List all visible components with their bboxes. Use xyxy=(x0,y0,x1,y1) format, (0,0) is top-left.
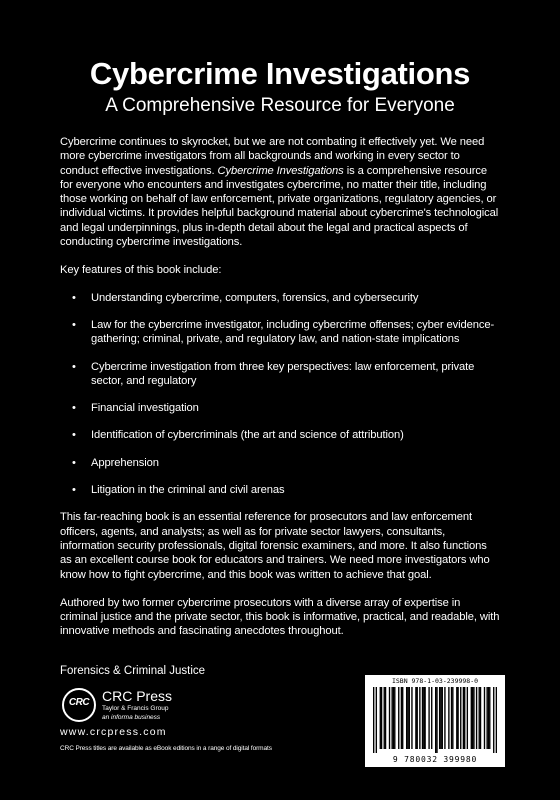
subject-category: Forensics & Criminal Justice xyxy=(60,665,206,677)
barcode-icon xyxy=(373,687,497,753)
barcode-bar xyxy=(486,687,487,749)
intro-part2: is a comprehensive resource for everyone who encounters and investigates cybercrime, no matter their title, including those working on behalf of law enforcement, private organizations, regulatory agencies, or individual victims. It provides helpful background material about cybercrime's technological and legal underpinnings, plus in-depth detail about the legal and practical aspects of conducting cybercrime investigations. xyxy=(60,164,499,249)
list-item xyxy=(60,318,500,347)
ebook-note: CRC Press titles are available as eBook editions in a range of digital formats xyxy=(60,745,272,752)
list-item xyxy=(60,360,500,389)
authors-paragraph: Authored by two former cybercrime prosecutors with a diverse array of expertise in criminal justice and the private sector, this book is informative, practical, and readable, with innovative methods and fascinating anecdotes throughout. xyxy=(60,596,500,638)
list-item xyxy=(60,291,500,305)
barcode-bar xyxy=(428,687,429,749)
publisher-business: an informa business xyxy=(102,714,161,721)
barcode-bar xyxy=(417,687,418,749)
barcode-bar xyxy=(415,687,416,749)
bullet-icon: • xyxy=(72,456,76,469)
intro-title-italic: Cybercrime Investigations xyxy=(217,164,344,177)
feature-text: Litigation in the criminal and civil arenas xyxy=(91,484,285,497)
bullet-icon: • xyxy=(72,360,76,373)
barcode-bar xyxy=(423,687,424,749)
barcode-bar xyxy=(376,687,377,753)
barcode-bar xyxy=(444,687,445,749)
barcode-bar xyxy=(393,687,394,749)
publisher-group: Taylor & Francis Group xyxy=(102,705,169,712)
bullet-icon: • xyxy=(72,429,76,442)
intro-paragraph xyxy=(60,135,500,249)
blurb xyxy=(60,135,500,639)
barcode-bar xyxy=(389,687,390,749)
book-title: Cybercrime Investigations xyxy=(89,56,471,91)
publisher-name: CRC Press xyxy=(102,688,173,704)
logo-mark: CRC xyxy=(68,697,90,708)
barcode-bar xyxy=(419,687,420,749)
barcode-bar xyxy=(479,687,480,749)
bullet-icon: • xyxy=(72,291,76,304)
barcode-bar xyxy=(463,687,464,749)
barcode-bar xyxy=(409,687,410,749)
barcode-bar xyxy=(384,687,385,749)
feature-text: Law for the cybercrime investigator, including cybercrime offenses; cyber evidence-gathering; criminal, private, and regulatory law, and nation-state implications xyxy=(91,318,495,346)
barcode-bar xyxy=(448,687,449,749)
feature-text: Financial investigation xyxy=(91,402,199,415)
barcode-bar xyxy=(385,687,386,749)
barcode-digits: 9 780032 399980 xyxy=(392,755,478,764)
barcode-bar xyxy=(394,687,395,749)
barcode-bar xyxy=(472,687,473,749)
barcode-bar xyxy=(452,687,453,749)
feature-text: Identification of cybercriminals (the art and science of attribution) xyxy=(91,429,404,442)
barcode-bar xyxy=(480,687,481,749)
barcode-bar xyxy=(406,687,407,749)
barcode-bar xyxy=(401,687,402,749)
barcode-bar xyxy=(442,687,443,749)
list-item xyxy=(60,428,500,442)
book-subtitle: A Comprehensive Resource for Everyone xyxy=(105,95,455,116)
barcode-bar xyxy=(373,687,374,753)
barcode-bar xyxy=(380,687,381,749)
intro-part1: Cybercrime continues to skyrocket, but we are not combating it effectively yet. We need more cybercrime investigators from all backgrounds and working in every sector to conduct effective investigations. xyxy=(60,136,485,177)
bullet-icon: • xyxy=(72,402,76,415)
barcode-bar xyxy=(435,687,436,753)
barcode-bar xyxy=(439,687,440,749)
barcode-bar xyxy=(402,687,403,749)
isbn-barcode-box xyxy=(365,675,505,767)
barcode-bar xyxy=(411,687,412,749)
list-item xyxy=(60,401,500,415)
list-item xyxy=(60,483,500,497)
features-heading: Key features of this book include: xyxy=(60,264,222,277)
barcode-bar xyxy=(424,687,425,749)
feature-text: Understanding cybercrime, computers, forensics, and cybersecurity xyxy=(91,291,419,304)
barcode-bar xyxy=(464,687,465,749)
barcode-bar xyxy=(493,687,494,753)
barcode-bar xyxy=(473,687,474,749)
feature-text: Apprehension xyxy=(91,456,159,469)
barcode-bar xyxy=(467,687,468,749)
barcode-bar xyxy=(457,687,458,749)
barcode-bar xyxy=(440,687,441,749)
barcode-bar xyxy=(436,687,437,753)
feature-text: Cybercrime investigation from three key perspectives: law enforcement, private sector, and regulatory xyxy=(91,360,475,387)
features-list xyxy=(60,291,500,498)
bullet-icon: • xyxy=(72,318,76,331)
barcode-bar xyxy=(460,687,461,749)
audience-paragraph: This far-reaching book is an essential reference for prosecutors and law enforcement officers, agents, and analysts; as well as for private sector lawyers, consultants, information security professionals, digital forensic examiners, and more. It also functions as an excellent course book for educators and trainers. We need more investigators who know how to fight cybercrime, and this book was written to achieve that goal. xyxy=(60,511,490,581)
isbn-label: ISBN 978-1-03-239998-0 xyxy=(391,677,479,685)
barcode-bar xyxy=(489,687,490,749)
publisher-website[interactable]: www.crcpress.com xyxy=(60,726,167,738)
barcode-bar xyxy=(476,687,477,749)
barcode-bar xyxy=(496,687,497,753)
barcode-bar xyxy=(398,687,399,749)
list-item xyxy=(60,456,500,470)
barcode-bar xyxy=(488,687,489,749)
barcode-bar xyxy=(431,687,432,749)
bullet-icon: • xyxy=(72,484,76,497)
barcode-bar xyxy=(422,687,423,749)
barcode-bar xyxy=(407,687,408,749)
barcode-bar xyxy=(451,687,452,749)
barcode-bar xyxy=(381,687,382,749)
barcode-bar xyxy=(484,687,485,749)
barcode-bar xyxy=(456,687,457,749)
barcode-bar xyxy=(391,687,392,749)
barcode-bar xyxy=(471,687,472,749)
